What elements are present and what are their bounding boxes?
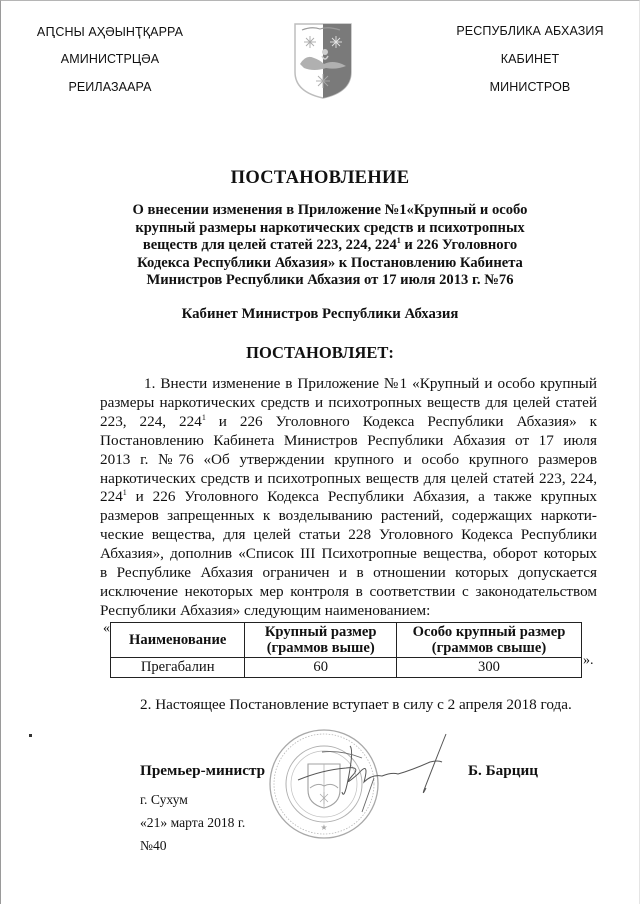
- header-text: (граммов выше): [266, 640, 375, 656]
- item-1-paragraph: [100, 375, 597, 621]
- document-number: №40: [140, 838, 167, 853]
- opening-quote: «: [103, 621, 110, 636]
- paragraph-line: [100, 488, 597, 507]
- superscript: 1: [122, 488, 127, 498]
- subject-line: О внесении изменения в Приложение №1«Крупный и особо: [132, 202, 528, 218]
- paragraph-line: наркотических средств и психотропных веществ для целей статей 223, 224,: [100, 469, 597, 487]
- paragraph-line: [100, 413, 597, 432]
- signatory-name: Б. Барциц: [468, 762, 538, 779]
- place-of-issue: г. Сухум: [140, 792, 188, 807]
- paragraph-text: 224: [100, 488, 123, 506]
- scan-speck: [29, 734, 32, 737]
- table-row: [111, 658, 582, 678]
- paragraph-text: и 226 Уголовного Кодекса Республики Абхазия, а также крупных: [126, 488, 597, 506]
- closing-quote: ».: [583, 653, 594, 668]
- superscript: 1: [201, 412, 206, 422]
- cell-substance-name: Прегабалин: [111, 658, 245, 678]
- paragraph-line: Республики Абхазия» следующим наименованием:: [100, 601, 431, 619]
- paragraph-line: исключение некоторых мер контроля в соответствии с законодательством: [100, 582, 597, 600]
- paragraph-line: размеры наркотических средств и психотропных веществ для целей статей: [100, 393, 597, 411]
- paragraph-line: в Республике Абхазия ограничен и в отношении которых допускается: [100, 564, 597, 582]
- cell-especially-large-amount: 300: [396, 658, 581, 678]
- header-name: [111, 623, 245, 658]
- cell-large-amount: 60: [245, 658, 397, 678]
- header-left-line-2: АМИНИСТРЦӘА: [60, 52, 160, 66]
- paragraph-line: 2013 г. №76 «Об утверждении крупного и особо крупного размеров: [100, 450, 597, 468]
- header-left-line-1: АԤСНЫ АҲӘЫНҬҚАРРА: [36, 25, 184, 39]
- issuer-heading: Кабинет Министров Республики Абхазия: [181, 306, 459, 322]
- paragraph-text: и 226 Уголовного Кодекса Республики Абхазия» к: [205, 412, 598, 430]
- header-right-line-1: РЕСПУБЛИКА АБХАЗИЯ: [456, 24, 604, 38]
- header-text: (граммов свыше): [431, 640, 547, 656]
- header-text: Крупный размер: [264, 623, 377, 640]
- header-left-line-3: РЕИЛАЗААРА: [68, 80, 152, 94]
- header-right-line-2: КАБИНЕТ: [500, 52, 560, 66]
- header-large-amount: [245, 623, 397, 658]
- paragraph-line: Абхазия», дополнив «Список III Психотропные вещества, оборот которых: [100, 545, 597, 563]
- header-text: Особо крупный размер: [412, 623, 566, 640]
- superscript: 1: [396, 236, 401, 245]
- header-text: Наименование: [129, 631, 227, 648]
- handwritten-signature-icon: [292, 730, 452, 820]
- subject-line: Министров Республики Абхазия от 17 июля 2013 г. №76: [146, 272, 514, 288]
- substance-table: [110, 622, 582, 678]
- date-of-issue: «21» марта 2018 г.: [140, 815, 246, 830]
- header-right-line-3: МИНИСТРОВ: [489, 80, 571, 94]
- header-especially-large-amount: [396, 623, 581, 658]
- paragraph-text: 223, 224, 224: [100, 412, 202, 430]
- coat-of-arms-icon: [292, 20, 354, 100]
- paragraph-line: Постановлению Кабинета Министров Республики Абхазия от 17 июля: [100, 431, 597, 449]
- subject-text: веществ для целей статей 223, 224, 224: [142, 237, 397, 253]
- subject-line: Кодекса Республики Абхазия» к Постановлению Кабинета: [137, 254, 523, 271]
- item-2-paragraph: 2. Настоящее Постановление вступает в силу с 2 апреля 2018 года.: [140, 696, 572, 713]
- table-header-row: [111, 623, 582, 658]
- decrees-heading: ПОСТАНОВЛЯЕТ:: [246, 343, 394, 362]
- paragraph-line: размеров запрещенных к возделыванию растений, содержащих наркоти-: [100, 507, 597, 525]
- signatory-role: Премьер-министр: [140, 762, 266, 779]
- paragraph-line: ческие вещества, для целей статьи 228 Уголовного Кодекса Республики: [100, 526, 597, 544]
- paragraph-line: 1. Внести изменение в Приложение №1 «Крупный и особо крупный: [144, 375, 597, 392]
- svg-text:★: ★: [320, 823, 328, 832]
- subject-line: [130, 237, 530, 255]
- subject-line: крупный размеры наркотических средств и психотропных: [135, 219, 525, 236]
- document-title: ПОСТАНОВЛЕНИЕ: [230, 168, 410, 188]
- document-subject: [130, 202, 530, 290]
- subject-text: и 226 Уголовного: [400, 237, 518, 253]
